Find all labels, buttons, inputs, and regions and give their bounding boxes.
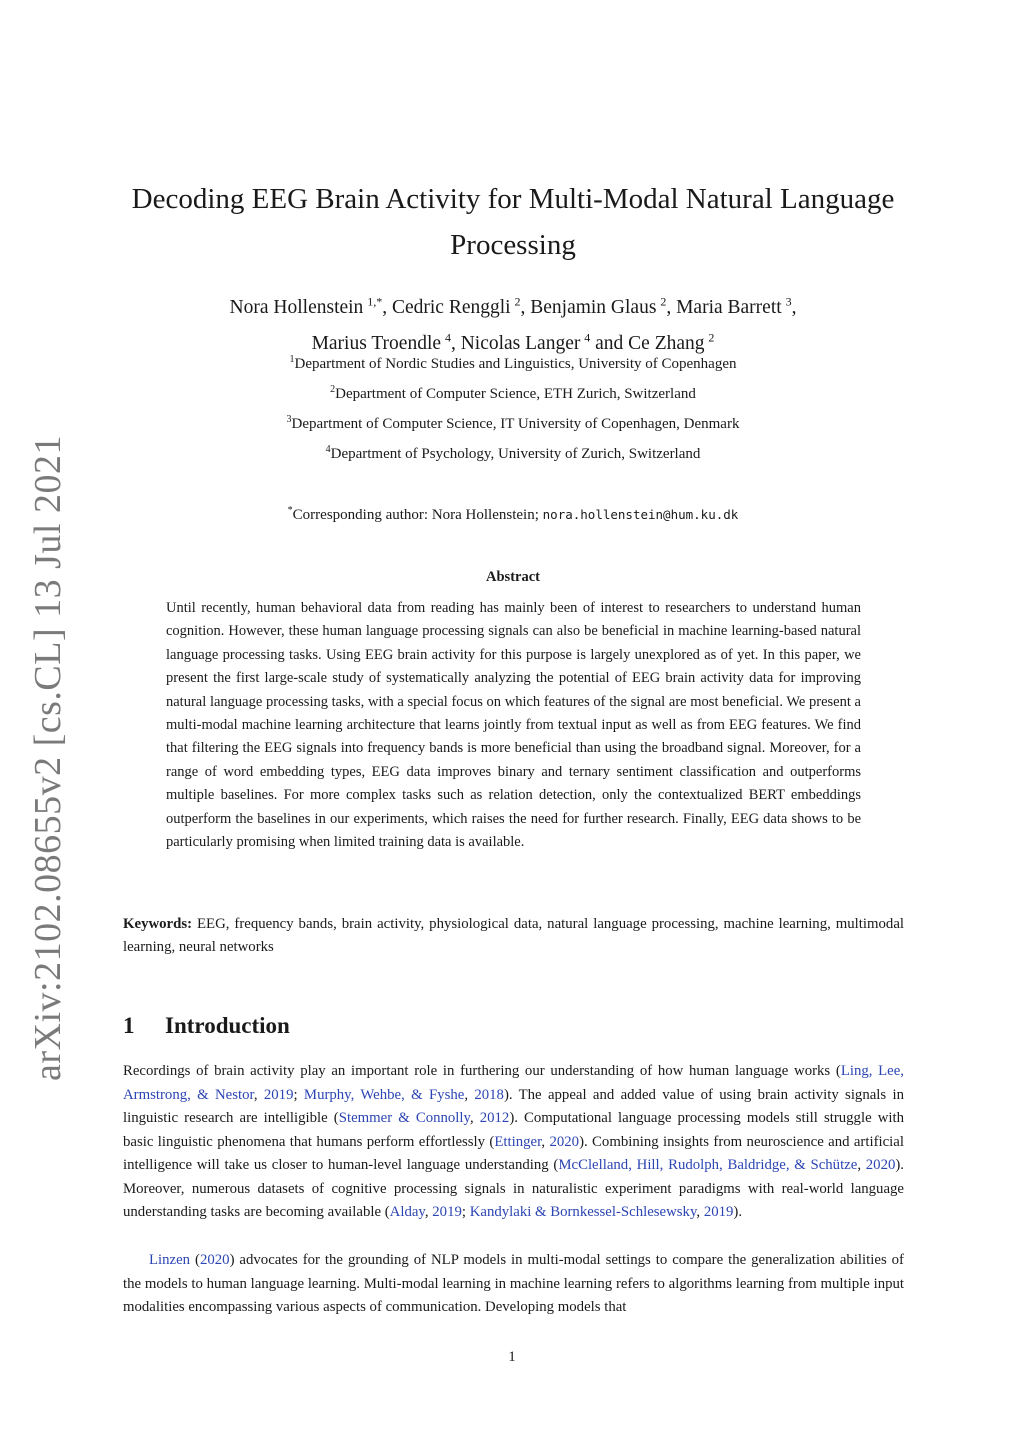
paragraph-text: , xyxy=(253,1086,264,1103)
affiliation-number: 2 xyxy=(330,384,336,395)
citation-link[interactable]: 2019 xyxy=(263,1086,294,1103)
citation-link[interactable]: Kandylaki & Bornkessel-Schlesewsky xyxy=(469,1204,697,1220)
author-affiliation-mark: 4 xyxy=(584,330,591,345)
paragraph-text: ). xyxy=(733,1204,743,1220)
citation-link[interactable]: 2020 xyxy=(199,1252,230,1268)
section-number: 1 xyxy=(123,1013,135,1038)
keywords xyxy=(123,913,904,960)
affiliation-number: 4 xyxy=(325,444,331,455)
citation-link[interactable]: Stemmer & Connolly xyxy=(338,1110,470,1126)
paragraph-text: , xyxy=(541,1133,550,1150)
affiliation-4 xyxy=(110,444,916,463)
paragraph-text: ; xyxy=(293,1086,304,1103)
citation-link[interactable]: 2019 xyxy=(432,1204,462,1220)
intro-paragraph-2 xyxy=(123,1249,904,1320)
author-name: Maria Barrett xyxy=(676,296,786,318)
abstract-text: Until recently, human behavioral data from reading has mainly been of interest to researchers to understand human cognition. However, these human language processing signals can also be beneficial in machine learning-based natural language processing tasks. Using EEG brain activity for this purpose is largely unexplored as of yet. In this paper, we present the first large-scale study of systematically analyzing the potential of EEG brain activity data for improving natural language processing tasks, with a special focus on which features of the signal are most beneficial. We present a multi-modal machine learning architecture that learns jointly from textual input as well as from EEG features. We find that filtering the EEG signals into frequency bands is more beneficial than using the broadband signal. Moreover, for a range of word embedding types, EEG data improves binary and ternary sentiment classification and outperforms multiple baselines. For more complex tasks such as relation detection, only the contextualized BERT embeddings outperform the baselines in our experiments, which raises the need for further research. Finally, EEG data shows to be particularly promising when limited training data is available. xyxy=(166,600,861,851)
author-affiliation-mark: 1,* xyxy=(367,294,383,308)
author-name: Nora Hollenstein xyxy=(229,296,368,318)
author-name: Benjamin Glaus xyxy=(530,296,661,318)
page-number: 1 xyxy=(508,1349,516,1365)
paragraph-text: ). Computational language processing models still struggle with basic linguistic phenomena that humans perform effortlessly ( xyxy=(123,1110,905,1150)
citation-link[interactable]: Murphy, Wehbe, & Fyshe xyxy=(303,1086,465,1103)
paragraph-text: ). Combining insights from neuroscience and artificial intelligence will take us closer to human-level language understanding ( xyxy=(123,1133,904,1173)
author-name: Cedric Renggli xyxy=(391,296,515,318)
author-separator: , xyxy=(791,296,797,318)
author-affiliation-mark: 2 xyxy=(514,294,521,308)
author-affiliation-mark: 3 xyxy=(785,294,792,308)
author-name: Marius Troendle xyxy=(311,333,445,354)
affiliation-text: Department of Nordic Studies and Linguistics, University of Copenhagen xyxy=(294,356,737,372)
corresponding-email[interactable]: nora.hollenstein@hum.ku.dk xyxy=(542,507,739,522)
author-affiliation-mark: 4 xyxy=(444,330,451,345)
paragraph-text: , xyxy=(696,1204,704,1220)
intro-paragraph-1 xyxy=(123,1060,904,1225)
affiliation-1 xyxy=(110,354,916,373)
paragraph-text: ). The appeal and added value of using brain activity signals in linguistic research are intelligible ( xyxy=(123,1086,904,1126)
paper-title: Decoding EEG Brain Activity for Multi-Modal Natural Language Processing xyxy=(131,183,895,261)
affiliation-text: Department of Computer Science, ETH Zurich, Switzerland xyxy=(335,386,696,402)
corresponding-label: Corresponding author: Nora Hollenstein; xyxy=(292,507,543,523)
author-separator: , xyxy=(520,296,531,318)
citation-link[interactable]: McClelland, Hill, Rudolph, Baldridge, & Schütze xyxy=(558,1157,858,1173)
author-name: Ce Zhang xyxy=(628,333,709,354)
citation-link[interactable]: Linzen xyxy=(149,1252,191,1268)
author-separator: , xyxy=(382,296,392,318)
corresponding-author xyxy=(110,505,916,524)
affiliation-2 xyxy=(110,384,916,403)
citation-link[interactable]: Ling, Lee, Armstrong, & Nestor xyxy=(123,1063,905,1103)
citation-link[interactable]: 2020 xyxy=(865,1157,896,1173)
citation-link[interactable]: 2019 xyxy=(703,1204,734,1220)
paragraph-text: ; xyxy=(461,1204,470,1220)
affiliation-number: 3 xyxy=(286,414,292,425)
paragraph-text: ( xyxy=(190,1252,200,1268)
abstract-heading: Abstract xyxy=(486,569,540,585)
paragraph-text: , xyxy=(464,1086,475,1103)
corresponding-mark: * xyxy=(287,505,293,516)
author-list xyxy=(110,286,916,359)
citation-link[interactable]: Ettinger xyxy=(494,1133,542,1150)
paragraph-text: ). Moreover, numerous datasets of cognitive processing signals in naturalistic experiment paradigms with real-world language understanding tasks are becoming available ( xyxy=(123,1157,904,1220)
citation-link[interactable]: 2020 xyxy=(549,1133,580,1150)
author-affiliation-mark: 2 xyxy=(708,330,715,345)
paragraph-text: , xyxy=(424,1204,433,1220)
keywords-label: Keywords: xyxy=(123,916,193,932)
author-separator: , xyxy=(450,333,461,354)
author-line-2 xyxy=(311,330,715,354)
affiliation-number: 1 xyxy=(289,354,295,365)
citation-link[interactable]: 2018 xyxy=(474,1086,504,1103)
keywords-text: EEG, frequency bands, brain activity, physiological data, natural language processing, machine learning, multimodal learning, neural networks xyxy=(123,916,904,956)
paragraph-text: ) advocates for the grounding of NLP models in multi-modal settings to compare the generalization abilities of the models to human language learning. Multi-modal learning in machine learning refers to algorithms learning from multiple input modalities encompassing various aspects of communication. Developing models that xyxy=(123,1252,904,1315)
author-separator: and xyxy=(590,333,629,354)
author-affiliation-mark: 2 xyxy=(660,294,667,308)
arxiv-identifier-stamp: arXiv:2102.08655v2 [cs.CL] 13 Jul 2021 xyxy=(27,435,69,1081)
section-heading-introduction xyxy=(123,1013,290,1039)
citation-link[interactable]: Alday xyxy=(389,1204,425,1220)
author-line-1 xyxy=(229,294,797,318)
paragraph-text: Recordings of brain activity play an important role in furthering our understanding of how human language works ( xyxy=(123,1063,841,1079)
affiliation-text: Department of Computer Science, IT University of Copenhagen, Denmark xyxy=(291,416,740,432)
author-name: Nicolas Langer xyxy=(460,333,585,354)
section-title: Introduction xyxy=(165,1013,290,1038)
affiliation-text: Department of Psychology, University of Zurich, Switzerland xyxy=(330,446,701,462)
author-separator: , xyxy=(666,296,677,318)
paragraph-text: , xyxy=(857,1157,866,1173)
citation-link[interactable]: 2012 xyxy=(479,1110,510,1126)
paragraph-text: , xyxy=(469,1110,480,1126)
affiliation-3 xyxy=(110,414,916,433)
